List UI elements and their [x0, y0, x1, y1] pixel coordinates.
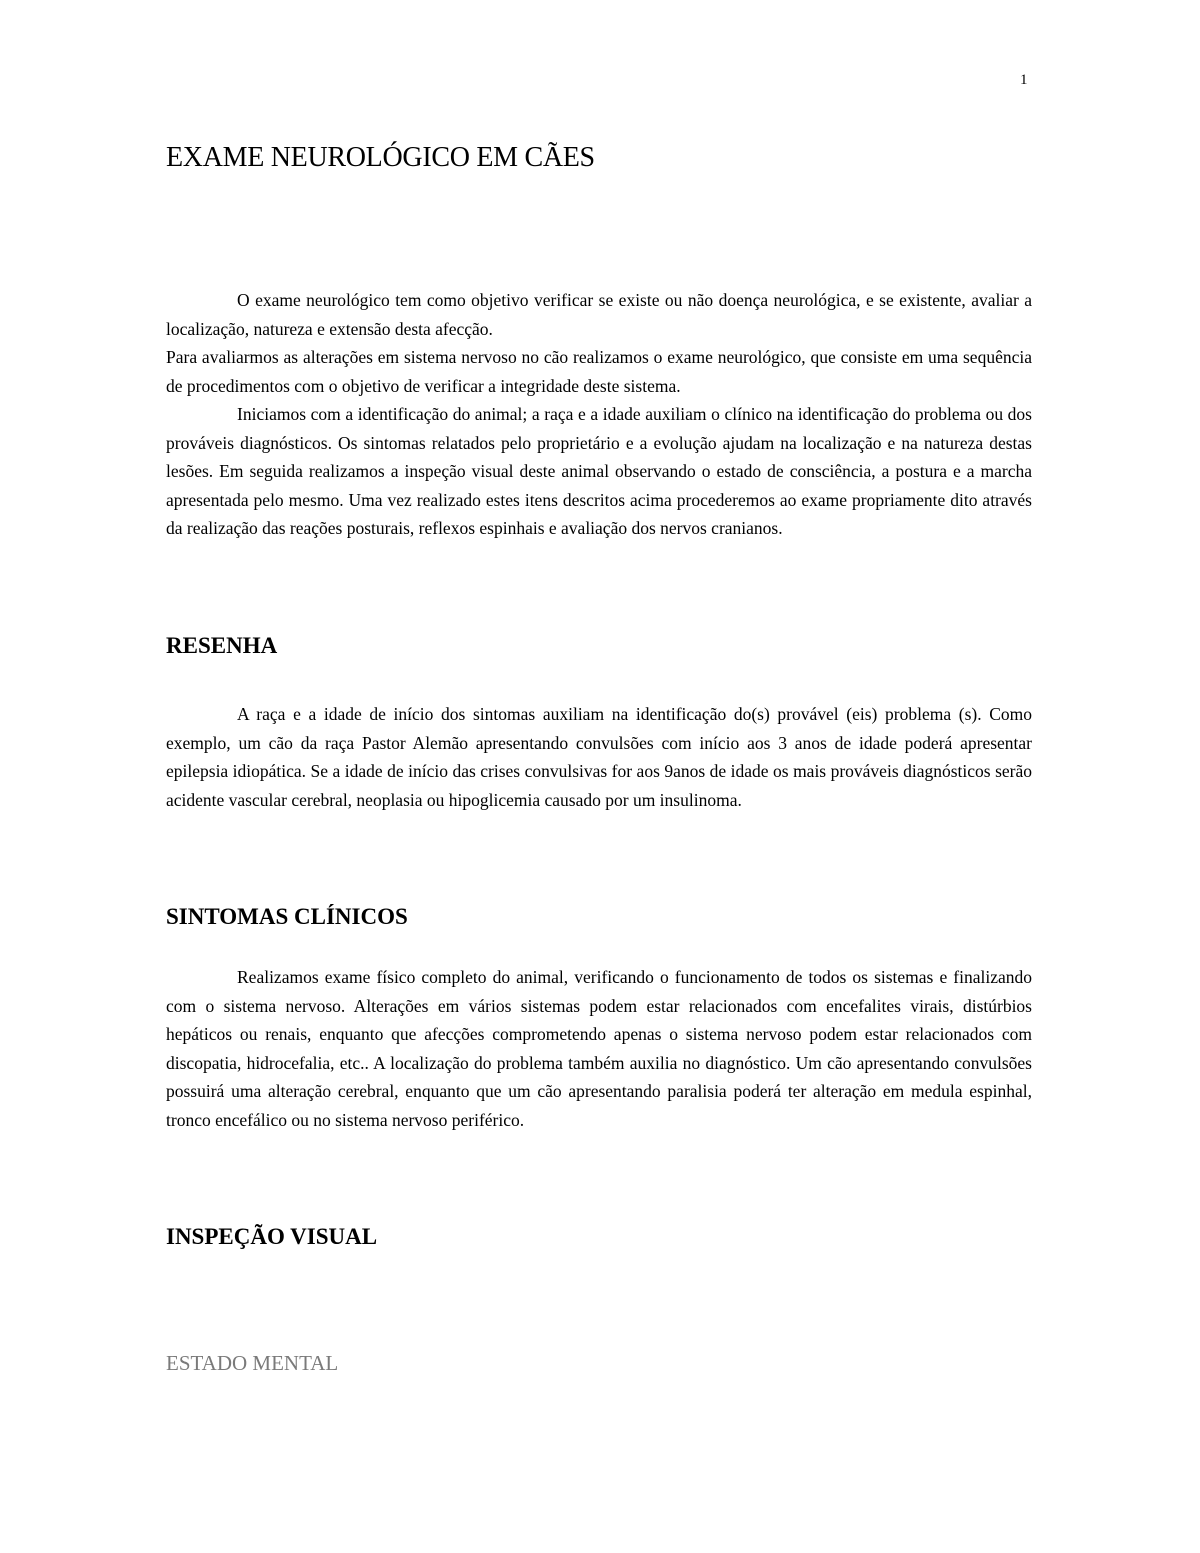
intro-section	[166, 286, 1032, 543]
resenha-paragraph: A raça e a idade de início dos sintomas auxiliam na identificação do(s) provável (eis) problema (s). Como exemplo, um cão da raça Pastor Alemão apresentando convulsões com início aos 3 anos de idade poderá apresentar epilepsia idiopática. Se a idade de início das crises convulsivas for aos 9anos de idade os mais prováveis diagnósticos serão acidente vascular cerebral, neoplasia ou hipoglicemia causado por um insulinoma.	[166, 704, 1032, 810]
page-number: 1	[1020, 72, 1028, 88]
sintomas-section	[166, 963, 1032, 1134]
section-heading-resenha: RESENHA	[166, 633, 278, 658]
sub-heading-estado-mental: ESTADO MENTAL	[166, 1351, 339, 1375]
sintomas-paragraph: Realizamos exame físico completo do animal, verificando o funcionamento de todos os sistemas e finalizando com o sistema nervoso. Alterações em vários sistemas podem estar relacionados com encefalites virais, distúrbios hepáticos ou renais, enquanto que afecções comprometendo apenas o sistema nervoso podem estar relacionados com discopatia, hidrocefalia, etc.. A localização do problema também auxilia no diagnóstico. Um cão apresentando convulsões possuirá uma alteração cerebral, enquanto que um cão apresentando paralisia poderá ter alteração em medula espinhal, tronco encefálico ou no sistema nervoso periférico.	[166, 967, 1032, 1130]
document-title: EXAME NEUROLÓGICO EM CÃES	[166, 142, 595, 173]
resenha-section	[166, 700, 1032, 814]
intro-paragraph-2: Para avaliarmos as alterações em sistema nervoso no cão realizamos o exame neurológico, que consiste em uma sequência de procedimentos com o objetivo de verificar a integridade deste sistema.	[166, 347, 1032, 396]
intro-paragraph-1: O exame neurológico tem como objetivo verificar se existe ou não doença neurológica, e se existente, avaliar a localização, natureza e extensão desta afecção.	[166, 290, 1032, 339]
intro-paragraph-3: Iniciamos com a identificação do animal; a raça e a idade auxiliam o clínico na identificação do problema ou dos prováveis diagnósticos. Os sintomas relatados pelo proprietário e a evolução ajudam na localização e na natureza destas lesões. Em seguida realizamos a inspeção visual deste animal observando o estado de consciência, a postura e a marcha apresentada pelo mesmo. Uma vez realizado estes itens descritos acima procederemos ao exame propriamente dito através da realização das reações posturais, reflexos espinhais e avaliação dos nervos cranianos.	[166, 404, 1032, 538]
section-heading-inspecao-visual: INSPEÇÃO VISUAL	[166, 1224, 378, 1249]
section-heading-sintomas-clinicos: SINTOMAS CLÍNICOS	[166, 904, 408, 929]
